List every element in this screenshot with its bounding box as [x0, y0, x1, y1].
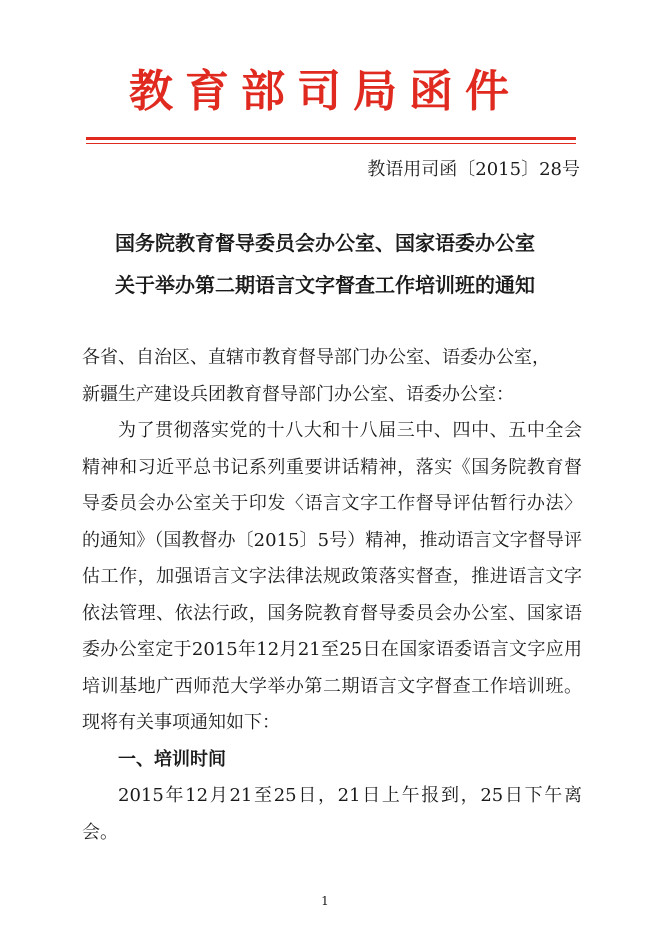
addressee-line-1: 各省、自治区、直辖市教育督导部门办公室、语委办公室，: [82, 347, 550, 368]
section-text-training-time: 2015年12月21至25日，21日上午报到，25日下午离会。: [82, 785, 582, 843]
section-heading-training-time: 一、培训时间: [118, 748, 226, 770]
red-rule-thick: [86, 137, 576, 140]
red-rule-thin: [86, 143, 576, 144]
masthead-title: 教育部司局函件: [129, 66, 521, 117]
document-number: 教语用司函〔2015〕28号: [367, 159, 580, 180]
document-title: [0, 222, 650, 306]
title-line-1: 国务院教育督导委员会办公室、国家语委办公室: [115, 231, 535, 255]
document-body: [82, 340, 582, 851]
addressee-line-2: 新疆生产建设兵团教育督导部门办公室、语委办公室：: [82, 383, 514, 405]
body-paragraph: 为了贯彻落实党的十八大和十八届三中、四中、五中全会精神和习近平总书记系列重要讲话精神，落实《国务院教育督导委员会办公室关于印发〈语言文字工作督导评估暂行办法〉的通知》（国教督办〔2015〕5号）精神，推动语言文字督导评估工作，加强语言文字法律法规政策落实督查，推进语言文字依法管理、依法行政，国务院教育督导委员会办公室、国家语委办公室定于2015年12月21至25日在国家语委语言文字应用培训基地广西师范大学举办第二期语言文字督查工作培训班。现将有关事项通知如下：: [82, 420, 582, 733]
title-line-2: 关于举办第二期语言文字督查工作培训班的通知: [115, 273, 535, 297]
page-number: 1: [321, 894, 329, 908]
